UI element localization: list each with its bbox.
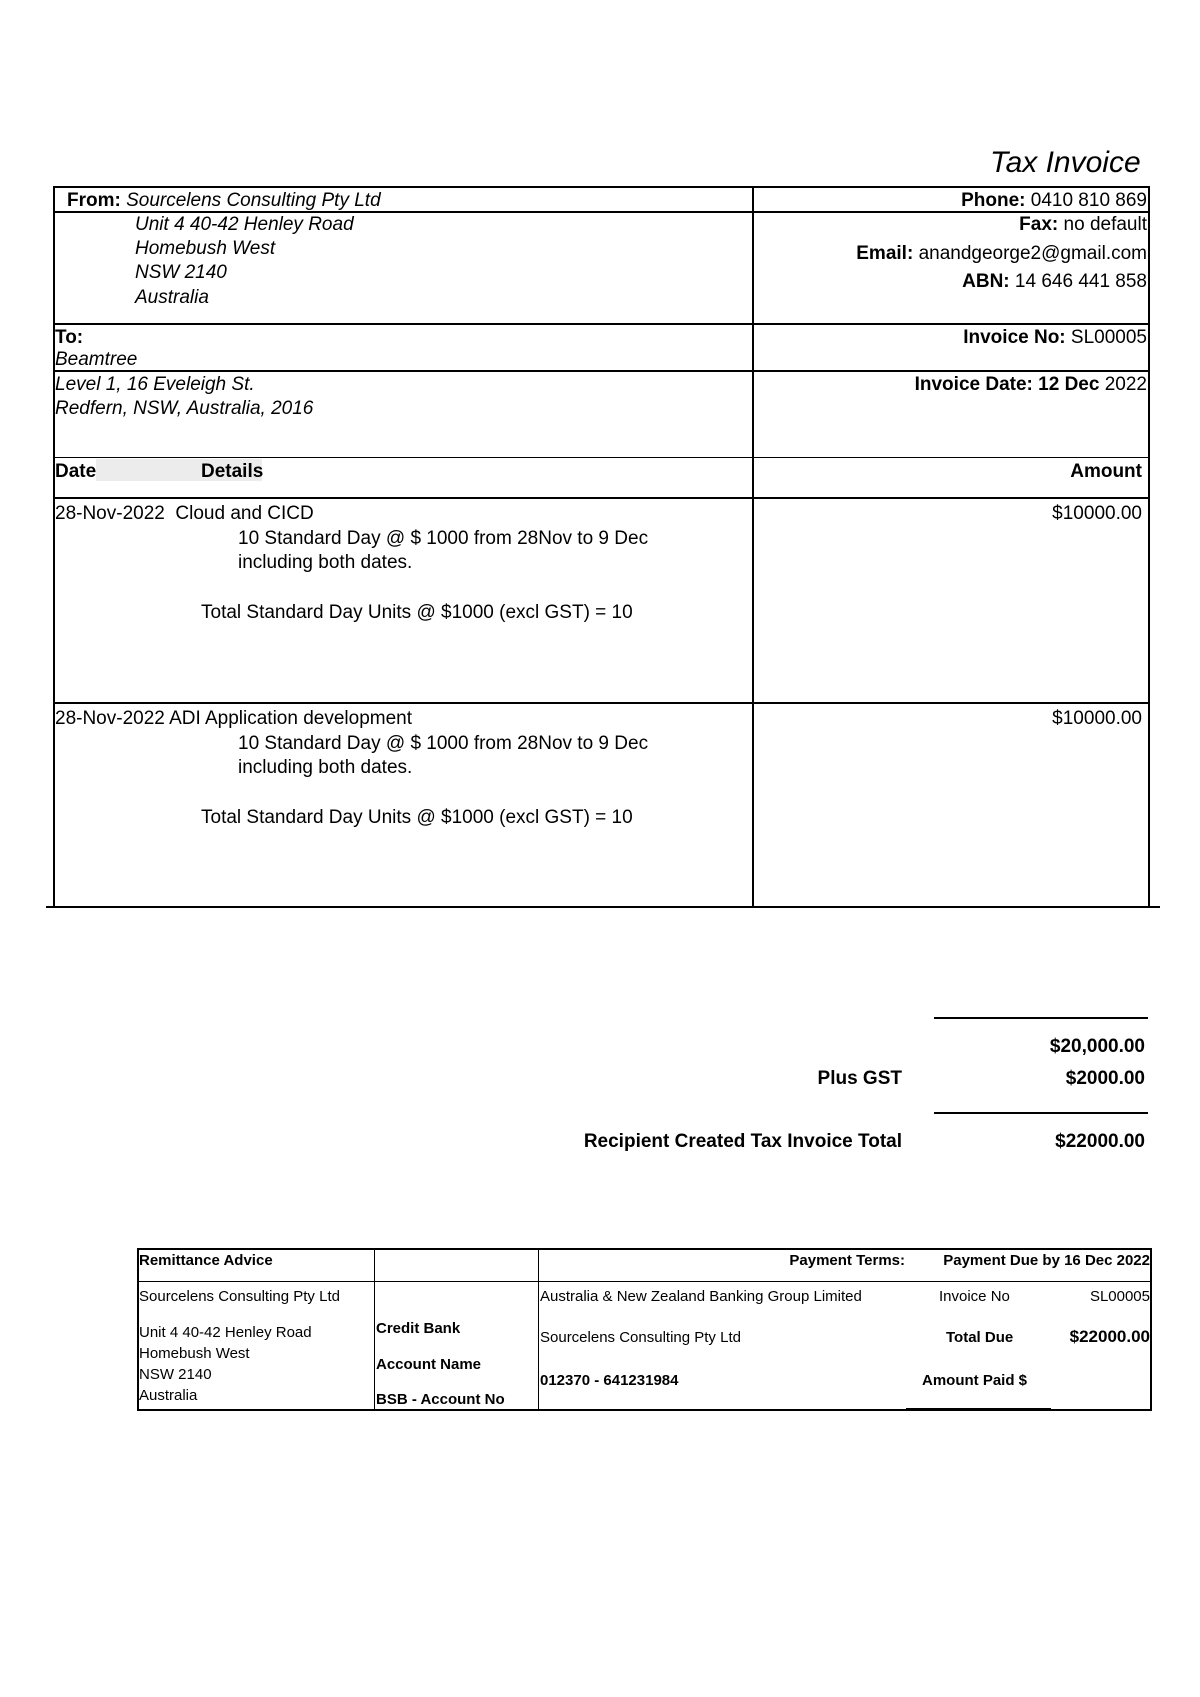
invoice-number: SL00005 (1070, 327, 1147, 348)
from-address-line-3: NSW 2140 (135, 262, 227, 283)
abn-line (962, 271, 1147, 293)
total-label: Recipient Created Tax Invoice Total (583, 1131, 902, 1152)
frame-bottom-border (46, 906, 1160, 908)
invoice-date-year: 2022 (1104, 374, 1147, 395)
item-2-title: ADI Application development (169, 708, 413, 729)
frame-left-border (53, 186, 55, 908)
remit-address-line-1: Unit 4 40-42 Henley Road (139, 1324, 312, 1341)
page-title: Tax Invoice (990, 146, 1141, 179)
frame-line-address (53, 370, 1150, 372)
abn-value: 14 646 441 858 (1014, 271, 1147, 292)
email-label: Email: (856, 243, 914, 264)
frame-line-to (53, 323, 1150, 325)
header-details: Details (201, 461, 264, 482)
remit-payment-terms-label: Payment Terms: (789, 1252, 905, 1269)
remit-total-due-label: Total Due (946, 1329, 1014, 1346)
item-1-title: Cloud and CICD (175, 503, 314, 524)
frame-middle-border (752, 186, 754, 908)
remit-border-top (137, 1248, 1152, 1250)
item-1-units: Total Standard Day Units @ $1000 (excl GST) = 10 (201, 602, 633, 623)
item-1-date: 28-Nov-2022 (55, 503, 165, 524)
to-label: To: (55, 327, 84, 348)
item-2-amount: $10000.00 (1052, 708, 1142, 729)
totals-rule-top (934, 1017, 1148, 1019)
invoice-date-line (915, 374, 1147, 396)
remit-divider-1 (374, 1248, 375, 1410)
amount-paid-underline (906, 1408, 1051, 1410)
fax-value: no default (1063, 214, 1147, 235)
phone-label: Phone: (961, 190, 1026, 211)
item-1-date-title (55, 503, 314, 525)
remit-company: Sourcelens Consulting Pty Ltd (139, 1288, 340, 1305)
subtotal-value: $20,000.00 (1049, 1036, 1145, 1057)
from-address-line-4: Australia (135, 287, 209, 308)
abn-label: ABN: (962, 271, 1010, 292)
remit-invoice-no: SL00005 (1089, 1288, 1150, 1305)
invoice-number-label: Invoice No: (963, 327, 1066, 348)
remit-address-line-2: Homebush West (139, 1345, 250, 1362)
header-date: Date (55, 461, 97, 482)
item-1-line-1: 10 Standard Day @ $ 1000 from 28Nov to 9 Dec (238, 528, 649, 549)
fax-line (1019, 214, 1147, 236)
phone-line (961, 190, 1147, 212)
remit-border-right (1150, 1248, 1152, 1411)
item-2-line-1: 10 Standard Day @ $ 1000 from 28Nov to 9 Dec (238, 733, 649, 754)
fax-label: Fax: (1019, 214, 1059, 235)
remit-bank: Australia & New Zealand Banking Group Limited (540, 1288, 862, 1305)
item-2-line-2: including both dates. (238, 757, 413, 778)
remit-bank-label: Credit Bank (376, 1320, 461, 1337)
totals-rule-bottom (934, 1112, 1148, 1114)
email-line (856, 243, 1147, 265)
from-label: From: (67, 190, 121, 211)
header-amount: Amount (1070, 461, 1142, 482)
gst-value: $2000.00 (1065, 1068, 1145, 1089)
remit-account-name-label: Account Name (376, 1356, 482, 1373)
invoice-date-day-month: 12 Dec (1038, 374, 1100, 395)
remit-line-header (137, 1281, 1152, 1282)
remit-bsb: 012370 - 641231984 (540, 1372, 679, 1389)
remit-address-line-4: Australia (139, 1387, 198, 1404)
total-value: $22000.00 (1055, 1131, 1145, 1152)
item-1-amount: $10000.00 (1052, 503, 1142, 524)
from-address-line-1: Unit 4 40-42 Henley Road (135, 214, 354, 235)
gst-label: Plus GST (817, 1068, 902, 1089)
to-name: Beamtree (55, 349, 138, 370)
invoice-number-line (963, 327, 1147, 349)
email-value: anandgeorge2@gmail.com (918, 243, 1147, 264)
remit-total-due: $22000.00 (1069, 1327, 1150, 1346)
from-address-line-2: Homebush West (135, 238, 276, 259)
item-1-line-2: including both dates. (238, 552, 413, 573)
frame-line-row-divider (53, 702, 1150, 704)
frame-line-header-top (53, 457, 1150, 458)
remit-payment-terms: Payment Due by 16 Dec 2022 (943, 1252, 1150, 1269)
from-company: Sourcelens Consulting Pty Ltd (126, 190, 381, 211)
item-2-date: 28-Nov-2022 (55, 708, 165, 729)
from-line (67, 190, 381, 212)
to-address-line-1: Level 1, 16 Eveleigh St. (55, 374, 255, 395)
phone-value: 0410 810 869 (1030, 190, 1147, 211)
frame-top-border (53, 186, 1150, 188)
remit-invoice-no-label: Invoice No (939, 1288, 1010, 1305)
to-address-line-2: Redfern, NSW, Australia, 2016 (55, 398, 314, 419)
remit-title: Remittance Advice (139, 1252, 273, 1269)
remit-address-line-3: NSW 2140 (139, 1366, 212, 1383)
remit-divider-2 (538, 1248, 539, 1410)
frame-right-border (1148, 186, 1150, 908)
frame-line-header-bottom (53, 497, 1150, 499)
remit-amount-paid-label: Amount Paid $ (922, 1372, 1028, 1389)
remit-bsb-label: BSB - Account No (376, 1391, 505, 1408)
remit-account-name: Sourcelens Consulting Pty Ltd (540, 1329, 741, 1346)
item-2-date-title (55, 708, 412, 730)
invoice-date-label: Invoice Date: (914, 374, 1033, 395)
item-2-units: Total Standard Day Units @ $1000 (excl GST) = 10 (201, 807, 633, 828)
